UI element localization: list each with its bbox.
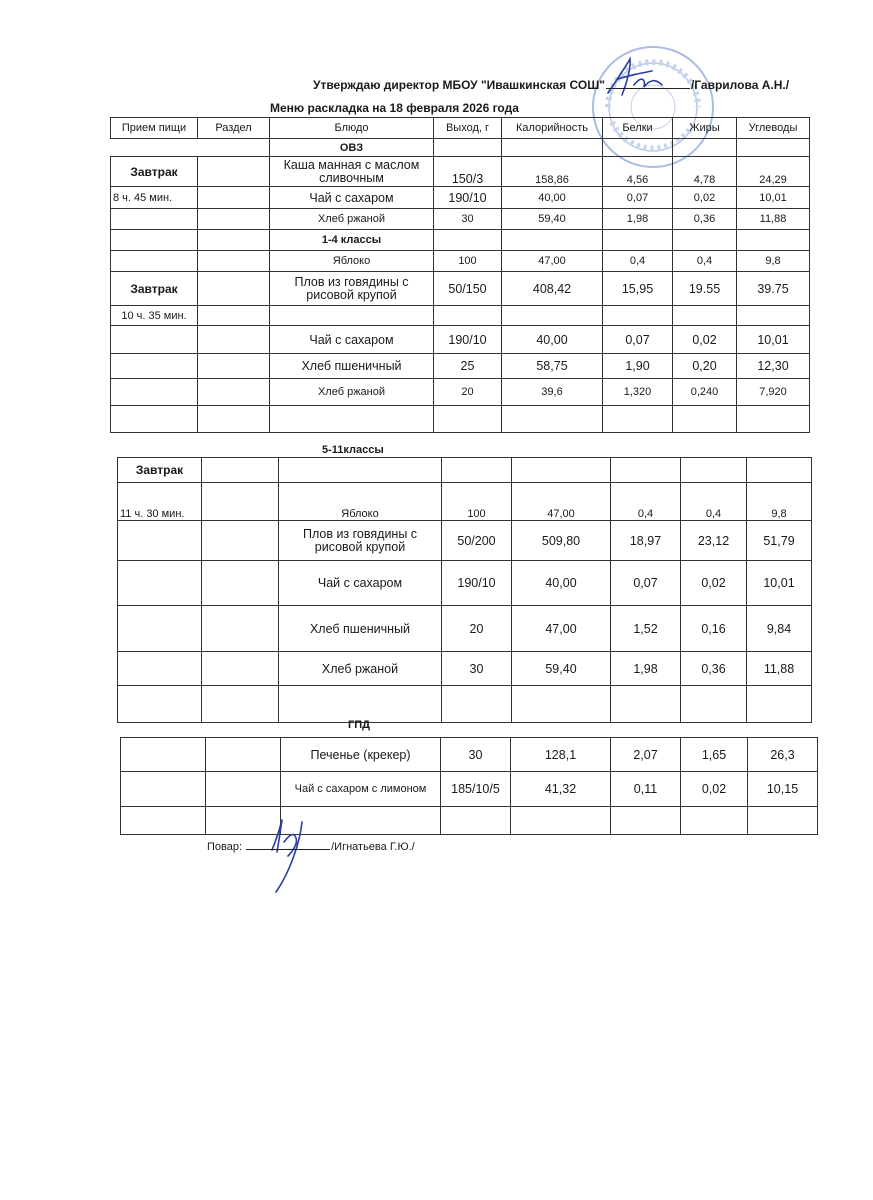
dish-carbs: 7,920 <box>737 379 810 406</box>
table-row <box>111 306 810 326</box>
dish-kcal: 40,00 <box>502 326 603 354</box>
col-header: Углеводы <box>737 118 810 139</box>
dish-kcal: 58,75 <box>502 354 603 379</box>
dish-protein: 0,11 <box>611 772 681 807</box>
dish-protein: 18,97 <box>611 521 681 561</box>
col-header: Прием пищи <box>111 118 198 139</box>
dish-kcal: 41,32 <box>511 772 611 807</box>
table-row <box>118 561 812 606</box>
dish-carbs: 9,8 <box>737 251 810 272</box>
dish-name: Хлеб пшеничный <box>279 606 442 652</box>
dish-protein: 0,4 <box>611 483 681 521</box>
dish-name: Плов из говядины с рисовой крупой <box>270 272 434 306</box>
signature-line <box>246 849 330 850</box>
dish-protein: 15,95 <box>603 272 673 306</box>
dish-fat: 0,36 <box>673 209 737 230</box>
approval-suffix: /Гаврилова А.Н./ <box>690 78 790 92</box>
dish-fat: 19.55 <box>673 272 737 306</box>
col-header: Калорийность <box>502 118 603 139</box>
dish-output: 30 <box>442 652 512 686</box>
dish-output: 190/10 <box>442 561 512 606</box>
dish-name: Яблоко <box>279 483 442 521</box>
dish-kcal: 39,6 <box>502 379 603 406</box>
dish-protein: 1,90 <box>603 354 673 379</box>
dish-fat: 0,240 <box>673 379 737 406</box>
dish-output: 100 <box>442 483 512 521</box>
menu-table-main <box>110 117 810 433</box>
dish-name: Чай с сахаром <box>270 187 434 209</box>
dish-output: 30 <box>434 209 502 230</box>
table-row <box>111 187 810 209</box>
table-row <box>118 483 812 521</box>
table-row <box>118 521 812 561</box>
table-row <box>111 379 810 406</box>
dish-protein: 1,98 <box>603 209 673 230</box>
dish-fat: 1,65 <box>681 738 748 772</box>
dish-name: Хлеб ржаной <box>270 379 434 406</box>
dish-output: 190/10 <box>434 187 502 209</box>
dish-kcal: 509,80 <box>512 521 611 561</box>
dish-carbs: 39.75 <box>737 272 810 306</box>
approval-prefix: Утверждаю директор МБОУ "Ивашкинская СОШ" <box>313 78 605 92</box>
col-header: Белки <box>603 118 673 139</box>
dish-protein: 1,98 <box>611 652 681 686</box>
table-row <box>111 157 810 187</box>
table-header-row <box>111 118 810 139</box>
dish-output: 100 <box>434 251 502 272</box>
dish-kcal: 40,00 <box>502 187 603 209</box>
dish-fat: 4,78 <box>673 157 737 187</box>
dish-output: 20 <box>434 379 502 406</box>
section-title-ovz: ОВЗ <box>270 139 434 157</box>
dish-fat: 0,16 <box>681 606 747 652</box>
dish-fat: 0,02 <box>681 772 748 807</box>
dish-name: Каша манная с маслом сливочным <box>270 157 434 187</box>
section-title-gpd: ГПД <box>348 719 370 731</box>
table-row <box>118 458 812 483</box>
cook-suffix: /Игнатьева Г.Ю./ <box>331 841 415 853</box>
dish-carbs: 10,01 <box>747 561 812 606</box>
dish-name: Хлеб ржаной <box>279 652 442 686</box>
table-row <box>111 354 810 379</box>
col-header: Раздел <box>198 118 270 139</box>
page-title: Меню раскладка на 18 февраля 2026 года <box>270 101 519 115</box>
table-row <box>111 272 810 306</box>
table-row <box>121 772 818 807</box>
meal-time: 11 ч. 30 мин. <box>118 483 202 521</box>
dish-output: 150/3 <box>434 157 502 187</box>
approval-line <box>313 78 789 92</box>
menu-table-gpd <box>120 737 818 835</box>
dish-carbs: 9,84 <box>747 606 812 652</box>
col-header: Жиры <box>673 118 737 139</box>
dish-kcal: 47,00 <box>512 606 611 652</box>
dish-output: 50/200 <box>442 521 512 561</box>
dish-kcal: 158,86 <box>502 157 603 187</box>
dish-name: Чай с сахаром <box>279 561 442 606</box>
dish-carbs: 11,88 <box>747 652 812 686</box>
table-row <box>121 807 818 835</box>
dish-name: Яблоко <box>270 251 434 272</box>
dish-carbs: 9,8 <box>747 483 812 521</box>
dish-carbs: 26,3 <box>748 738 818 772</box>
dish-carbs: 10,15 <box>748 772 818 807</box>
dish-kcal: 59,40 <box>502 209 603 230</box>
dish-carbs: 12,30 <box>737 354 810 379</box>
dish-kcal: 128,1 <box>511 738 611 772</box>
dish-carbs: 11,88 <box>737 209 810 230</box>
table-row <box>118 606 812 652</box>
dish-protein: 0,4 <box>603 251 673 272</box>
signature-line <box>606 88 690 89</box>
dish-fat: 0,20 <box>673 354 737 379</box>
dish-protein: 2,07 <box>611 738 681 772</box>
dish-protein: 0,07 <box>603 187 673 209</box>
cook-line <box>207 841 415 853</box>
table-row <box>121 738 818 772</box>
dish-name: Печенье (крекер) <box>281 738 441 772</box>
col-header: Выход, г <box>434 118 502 139</box>
col-header: Блюдо <box>270 118 434 139</box>
dish-fat: 0,4 <box>681 483 747 521</box>
dish-output: 50/150 <box>434 272 502 306</box>
section-row <box>111 230 810 251</box>
menu-table-5-11 <box>117 457 812 723</box>
dish-output: 30 <box>441 738 511 772</box>
dish-protein: 0,07 <box>611 561 681 606</box>
dish-fat: 23,12 <box>681 521 747 561</box>
section-title-1-4: 1-4 классы <box>270 230 434 251</box>
dish-name: Чай с сахаром с лимоном <box>281 772 441 807</box>
section-row <box>111 139 810 157</box>
cook-signature <box>262 812 322 896</box>
dish-carbs: 24,29 <box>737 157 810 187</box>
dish-name: Плов из говядины с рисовой крупой <box>279 521 442 561</box>
dish-output: 20 <box>442 606 512 652</box>
dish-carbs: 10,01 <box>737 326 810 354</box>
dish-carbs: 10,01 <box>737 187 810 209</box>
dish-kcal: 59,40 <box>512 652 611 686</box>
dish-kcal: 408,42 <box>502 272 603 306</box>
dish-kcal: 47,00 <box>512 483 611 521</box>
table-row <box>118 652 812 686</box>
dish-name: Хлеб пшеничный <box>270 354 434 379</box>
dish-name: Хлеб ржаной <box>270 209 434 230</box>
dish-output: 190/10 <box>434 326 502 354</box>
meal-label: Завтрак <box>111 272 198 306</box>
dish-carbs: 51,79 <box>747 521 812 561</box>
meal-time: 10 ч. 35 мин. <box>111 306 198 326</box>
meal-time: 8 ч. 45 мин. <box>111 187 198 209</box>
dish-fat: 0,02 <box>673 187 737 209</box>
dish-protein: 1,320 <box>603 379 673 406</box>
dish-fat: 0,4 <box>673 251 737 272</box>
table-row <box>111 406 810 433</box>
dish-fat: 0,02 <box>681 561 747 606</box>
dish-kcal: 40,00 <box>512 561 611 606</box>
meal-label: Завтрак <box>118 458 202 483</box>
dish-output: 185/10/5 <box>441 772 511 807</box>
table-row <box>111 326 810 354</box>
dish-fat: 0,36 <box>681 652 747 686</box>
table-row <box>111 251 810 272</box>
meal-label: Завтрак <box>111 157 198 187</box>
section-title-5-11: 5-11классы <box>322 444 384 456</box>
dish-fat: 0,02 <box>673 326 737 354</box>
dish-protein: 1,52 <box>611 606 681 652</box>
table-row <box>118 686 812 723</box>
dish-output: 25 <box>434 354 502 379</box>
dish-protein: 4,56 <box>603 157 673 187</box>
dish-kcal: 47,00 <box>502 251 603 272</box>
dish-name: Чай с сахаром <box>270 326 434 354</box>
dish-protein: 0,07 <box>603 326 673 354</box>
table-row <box>111 209 810 230</box>
cook-prefix: Повар: <box>207 841 243 853</box>
